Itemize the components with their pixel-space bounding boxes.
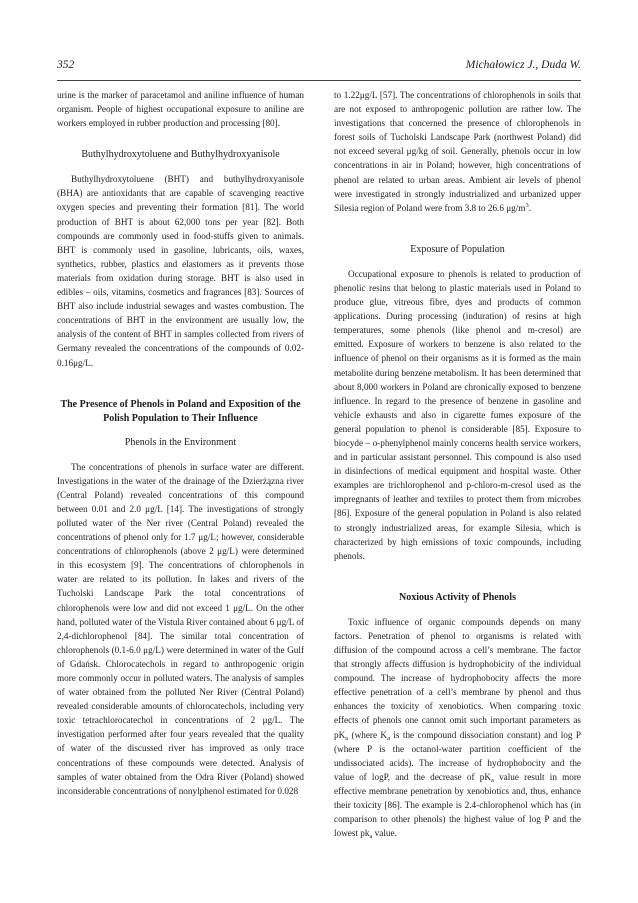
paragraph-noxious (334, 615, 581, 841)
page-number: 352 (57, 59, 75, 71)
paragraph-environment: The concentrations of phenols in surface water are different. Investigations in the water of the drainage of the Dzierżązna river (Central Poland) revealed concentrations of this compound between 0.01 and 2.0 μg/L [14]. The investigations of strongly polluted water of the Ner river (Central Poland) revealed the concentrations of phenol only for 1.7 μg/L; however, considerable concentrations of chlorophenols (above 2 μg/L) were determined in this ecosystem [9]. The concentrations of chlorophenols in water are related to its pollution. In lakes and rivers of the Tucholski Landscape Park the total concentrations of chlorophenols were low and did not exceed 1 μg/L. On the other hand, polluted water of the Vistula River contained about 6 μg/L of 2,4-dichlorophenol [84]. The similar total concentration of chlorophenols (0.1-6.0 μg/L) were determined in water of the Gulf of Gdańsk. Chlorocatechols in regard to anthropogenic origin more commonly occur in polluted waters. The analysis of samples of water obtained from the polluted Ner River (Central Poland) revealed considerable amounts of chlorocatechols, including very toxic tetrachlorocatechol in concentrations of 2 μg/L. The investigation performed after four years revealed that the quality of water of the discussed river has improved as only trace concentrations of these compounds were detected. Analysis of samples of water obtained from the Odra River (Poland) showed inconsiderable concentrations of nonylphenol estimated for 0.028 (57, 461, 304, 796)
right-column (334, 88, 581, 840)
paragraph-noxious-text-a: Toxic influence of organic compounds depends on many factors. Penetration of phenol to organisms is related with diffusion of the compound across a cell’s membrane. The factor that strongly affects diffusion is hydrophobicity of the individual compound. The increase of hydrophobocity affects the more effective penetration of a cell’s membrane by phenol and thus enhances the toxicity of xenobiotics. When comparing toxic effects of phenols one cannot omit such important parameters as pK (334, 616, 581, 740)
paragraph-exposure: Occupational exposure to phenols is related to production of phenolic resins that belong to plastic materials used in Poland to produce glue, vitreous fibre, dyes and products of common applications. During processing (induration) of resins at high temperatures, some phenols (like phenol and m-cresol) are emitted. Exposure of workers to benzene is also related to the influence of phenol on their organisms as it is formed as the main metabolite during benzene metabolism. It has been determined that about 8,000 workers in Poland are chronically exposed to benzene influence. In regard to the presence of benzene in gasoline and vehicle exhausts and also in cigarette fumes exposure of the general population to phenol is considerable [85]. Exposure to biocyde – o-phenylphenol mainly concerns health service workers, and in particular assistant personnel. This compound is also used in disinfections of medical equipment and hospital waste. Other examples are trichlorophenol and p-chloro-m-cresol used as the impregnants of leather and textiles to protect them from microbes [86]. Exposure of the general population in Poland is also related to strongly industrialized areas, for example Silesia, which is characterized by high emissions of toxic compounds, including phenols. (334, 268, 581, 561)
unit-superscript: 3 (525, 201, 529, 209)
paragraph-soil-air-text: to 1.22μg/L [57]. The concentrations of chlorophenols in soils that are not exposed to anthropogenic pollution are rather low. The investigations that concerned the presence of chlorophenols in forest soils of Tucholski Landscape Park (northwest Poland) did not exceed several μg/kg of soil. Generally, phenols occur in low concentrations in air in Poland; however, high concentrations of phenol are related to urban areas. Ambient air levels of phenol were investigated in strongly industrialized and urbanized upper Silesia region of Poland were from 3.8 to 26.6 μg/m (334, 90, 581, 213)
running-header (57, 59, 581, 77)
paragraph-soil-air-end: . (528, 202, 531, 213)
subsection-heading-environment: Phenols in the Environment (124, 436, 237, 448)
section-heading-bht-bha: Buthylhydroxytoluene and Buthylhydroxyanisole (81, 149, 280, 161)
subscript-a-1: a (345, 734, 349, 742)
paragraph-noxious-text-b: (where K (348, 729, 388, 740)
header-rule (57, 80, 581, 81)
paragraph-noxious-text-c: is the compound dissociation constant) and log P (where P is the octanol-water partition coefficient of the undissociated acids). The increase of hydrophobocity and the value of logP, and the decrease of pK (334, 729, 582, 782)
section-heading-noxious: Noxious Activity of Phenols (399, 591, 516, 603)
paragraph-soil-air (334, 88, 581, 215)
subsection-heading-exposure: Exposure of Population (410, 243, 505, 255)
section-heading-phenols-poland: The Presence of Phenols in Poland and Exposition of the Polish Population to Their Influence (60, 398, 301, 424)
paragraph-aniline-end: urine is the marker of paracetamol and aniline influence of human organism. People of highest occupational exposure to aniline are workers employed in rubber production and processing [80]. (57, 90, 304, 129)
running-authors: Michałowicz J., Duda W. (465, 59, 581, 71)
paragraph-bht: Buthylhydroxytoluene (BHT) and buthylhydroxyanisole (BHA) are antioxidants that are capable of scavenging reactive oxygen species and preventing their formation [81]. The world production of BHT is about 62,000 tons per year [82]. Both compounds are commonly used in food-stuffs given to animals. BHT is commonly used in gasoline, lubricants, oils, waxes, synthetics, rubber, plastics and elastomers as it prevents those materials from oxidation during storage. BHT is also used in edibles – oils, vitamins, cosmetics and fragrances [83]. Sources of BHT also include industrial sewages and wastes combustion. The concentrations of BHT in the environment are usually low, the analysis of the content of BHT in samples collected from rivers of Germany revealed the concentrations of the compounds of 0.02-0.16μg/L. (57, 174, 304, 368)
paragraph-noxious-text-e: value. (372, 828, 397, 839)
paragraph-noxious-text-d: value result in more effective membrane penetration by xenobiotics and, thus, enhance their toxicity [86]. The example is 2.4-chlorophenol which has (in comparison to other phenols) the highest value of log P and the lowest pk (334, 771, 581, 839)
subscript-a-4: a (369, 833, 373, 841)
subscript-a-3: a (491, 776, 494, 784)
left-column (57, 88, 304, 798)
subscript-a-2: a (387, 734, 390, 742)
